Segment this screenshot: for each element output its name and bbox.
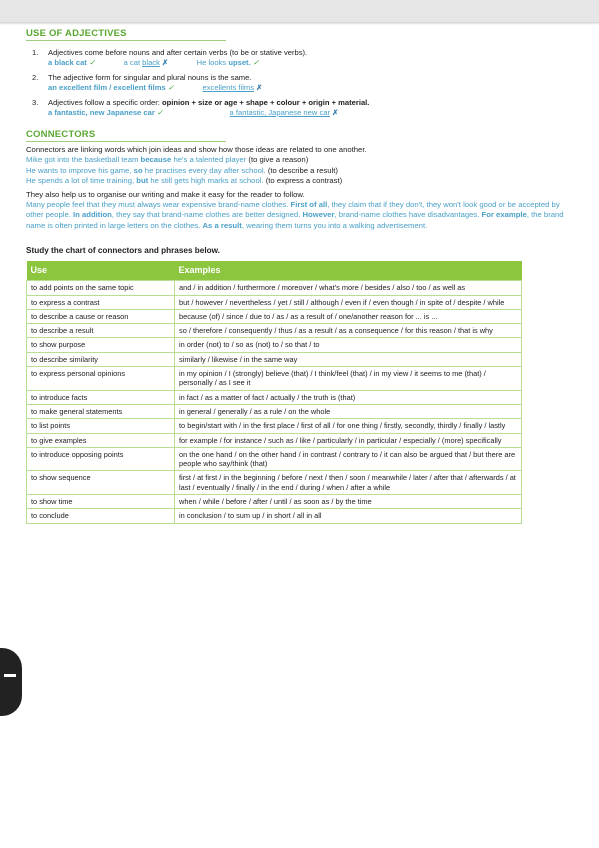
paragraph-text: , wearing them turns you into a walking advertisement.	[241, 220, 428, 230]
table-row	[27, 295, 522, 309]
use-cell: to describe a result	[27, 324, 175, 338]
connector-word: As a result	[202, 220, 242, 230]
column-header-examples: Examples	[175, 261, 522, 281]
examples-cell: so / therefore / consequently / thus / as a result / as a consequence / for this reason / that is why	[175, 324, 522, 338]
examples-cell: because (of) / since / due to / as / as a result of / one/another reason for ... is ...	[175, 309, 522, 323]
adjective-rules-list	[26, 48, 571, 118]
rule-number: 1.	[32, 48, 39, 57]
rule-text: Adjectives follow a specific order:	[48, 98, 162, 107]
example-wrong: a fantastic, Japanese new car	[229, 108, 331, 117]
use-cell: to show sequence	[27, 471, 175, 495]
examples-cell: in general / generally / as a rule / on the whole	[175, 404, 522, 418]
side-tab-handle[interactable]	[0, 648, 22, 716]
cross-icon: ✗	[332, 108, 339, 117]
rule-examples	[48, 83, 571, 93]
example-correct: a fantastic, new Japanese car	[48, 108, 155, 117]
connector-word: However	[302, 210, 335, 220]
paragraph-text: , brand-name clothes have disadvantages.	[334, 210, 482, 220]
use-cell: to list points	[27, 419, 175, 433]
use-cell: to conclude	[27, 509, 175, 523]
connector-example: He spends a lot of time training, but he still gets high marks at school. (to express a contrast)	[26, 176, 343, 186]
table-row	[27, 390, 522, 404]
connector-word: First of all	[290, 200, 328, 210]
connectors-section	[26, 129, 571, 255]
paragraph-text: , the brand name is often printed in large letters on the clothes.	[26, 210, 564, 230]
table-row	[27, 419, 522, 433]
table-row	[27, 433, 522, 447]
use-cell: to add points on the same topic	[27, 281, 175, 295]
table-row	[27, 367, 522, 391]
connectors-table	[26, 261, 522, 523]
heading-rule	[26, 141, 226, 142]
cross-icon: ✗	[256, 83, 263, 92]
top-bar	[0, 0, 599, 22]
connector-word: For example	[481, 210, 527, 220]
use-cell: to make general statements	[27, 404, 175, 418]
connectors-intro: Connectors are linking words which join ideas and show how those ideas are related to one another.	[26, 145, 367, 154]
column-header-use: Use	[27, 261, 175, 281]
table-row	[27, 495, 522, 509]
page-content	[26, 28, 571, 524]
table-body	[27, 281, 522, 523]
sample-paragraph	[26, 200, 571, 231]
example-correct: a black cat	[48, 58, 87, 67]
connector-word: In addition	[73, 210, 112, 220]
table-row	[27, 352, 522, 366]
example-correct: He looks upset.	[196, 58, 251, 67]
connectors-also-text: They also help us to organise our writing and make it easy for the reader to follow.	[26, 189, 305, 199]
use-cell: to describe a cause or reason	[27, 309, 175, 323]
table-header-row	[27, 261, 522, 281]
rule-text: Adjectives come before nouns and after certain verbs (to be or stative verbs).	[48, 48, 308, 57]
rule-item-1	[26, 48, 571, 68]
rule-number: 3.	[32, 98, 39, 107]
rule-number: 2.	[32, 73, 39, 82]
table-row	[27, 509, 522, 523]
use-cell: to give examples	[27, 433, 175, 447]
minus-icon	[4, 674, 16, 677]
heading-rule	[26, 40, 226, 41]
example-correct: an excellent film / excellent films	[48, 83, 166, 92]
use-cell: to introduce opposing points	[27, 447, 175, 471]
examples-cell: in fact / as a matter of fact / actually / the truth is (that)	[175, 390, 522, 404]
table-row	[27, 338, 522, 352]
examples-cell: for example / for instance / such as / like / particularly / in particular / especially / (more) specifically	[175, 433, 522, 447]
use-cell: to introduce facts	[27, 390, 175, 404]
examples-cell: similarly / likewise / in the same way	[175, 352, 522, 366]
paragraph-text: , they claim that if they don't, they won't look good or be accepted by other people.	[26, 200, 560, 220]
paragraph-text: , they say that brand-name clothes are better designed.	[111, 210, 303, 220]
check-icon: ✓	[252, 58, 260, 67]
examples-cell: and / in addition / furthermore / moreover / what's more / besides / also / too / as well as	[175, 281, 522, 295]
examples-cell: on the one hand / on the other hand / in contrast / contrary to / it can also be argued that / but there are people who say/think (that)	[175, 447, 522, 471]
example-wrong: a cat black	[123, 58, 160, 67]
cross-icon: ✗	[162, 58, 169, 67]
use-cell: to show purpose	[27, 338, 175, 352]
adjectives-heading: USE OF ADJECTIVES	[26, 28, 127, 39]
table-row	[27, 404, 522, 418]
top-bar-shadow	[0, 22, 599, 25]
rule-text-bold: opinion + size or age + shape + colour + origin + material.	[161, 98, 370, 107]
examples-cell: first / at first / in the beginning / before / next / then / soon / meanwhile / later / after that / afterwards / at last / eventually / finally / in the end / during / when / after a while	[175, 471, 522, 495]
examples-cell: in my opinion / I (strongly) believe (that) / I think/feel (that) / in my view / it seems to me (that) / personally / as I see it	[175, 367, 522, 391]
check-icon: ✓	[156, 108, 164, 117]
study-instruction: Study the chart of connectors and phrases below.	[26, 246, 220, 256]
rule-text: The adjective form for singular and plural nouns is the same.	[48, 73, 252, 82]
use-cell: to show time	[27, 495, 175, 509]
table-row	[27, 447, 522, 471]
rule-item-3	[26, 98, 571, 118]
table-row	[27, 309, 522, 323]
rule-item-2	[26, 73, 571, 93]
rule-examples	[48, 108, 571, 118]
check-icon: ✓	[88, 58, 96, 67]
connector-example: He wants to improve his game, so he practises every day after school. (to describe a result)	[26, 165, 338, 175]
examples-cell: when / while / before / after / until / as soon as / by the time	[175, 495, 522, 509]
use-cell: to express a contrast	[27, 295, 175, 309]
table-row	[27, 324, 522, 338]
table-row	[27, 281, 522, 295]
rule-examples	[48, 58, 571, 68]
use-cell: to describe similarity	[27, 352, 175, 366]
examples-cell: in order (not) to / so as (not) to / so that / to	[175, 338, 522, 352]
check-icon: ✓	[167, 83, 175, 92]
connectors-heading: CONNECTORS	[26, 129, 96, 140]
examples-cell: to begin/start with / in the first place / first of all / for one thing / firstly, secondly, thirdly / finally / lastly	[175, 419, 522, 433]
example-wrong: excellents films	[202, 83, 254, 92]
paragraph-text: Many people feel that they must always wear expensive brand-name clothes.	[26, 200, 291, 210]
use-cell: to express personal opinions	[27, 367, 175, 391]
table-row	[27, 471, 522, 495]
examples-cell: but / however / nevertheless / yet / still / although / even if / even though / in spite of / despite / while	[175, 295, 522, 309]
examples-cell: in conclusion / to sum up / in short / all in all	[175, 509, 522, 523]
connector-example: Mike got into the basketball team because he's a talented player (to give a reason)	[26, 155, 309, 165]
